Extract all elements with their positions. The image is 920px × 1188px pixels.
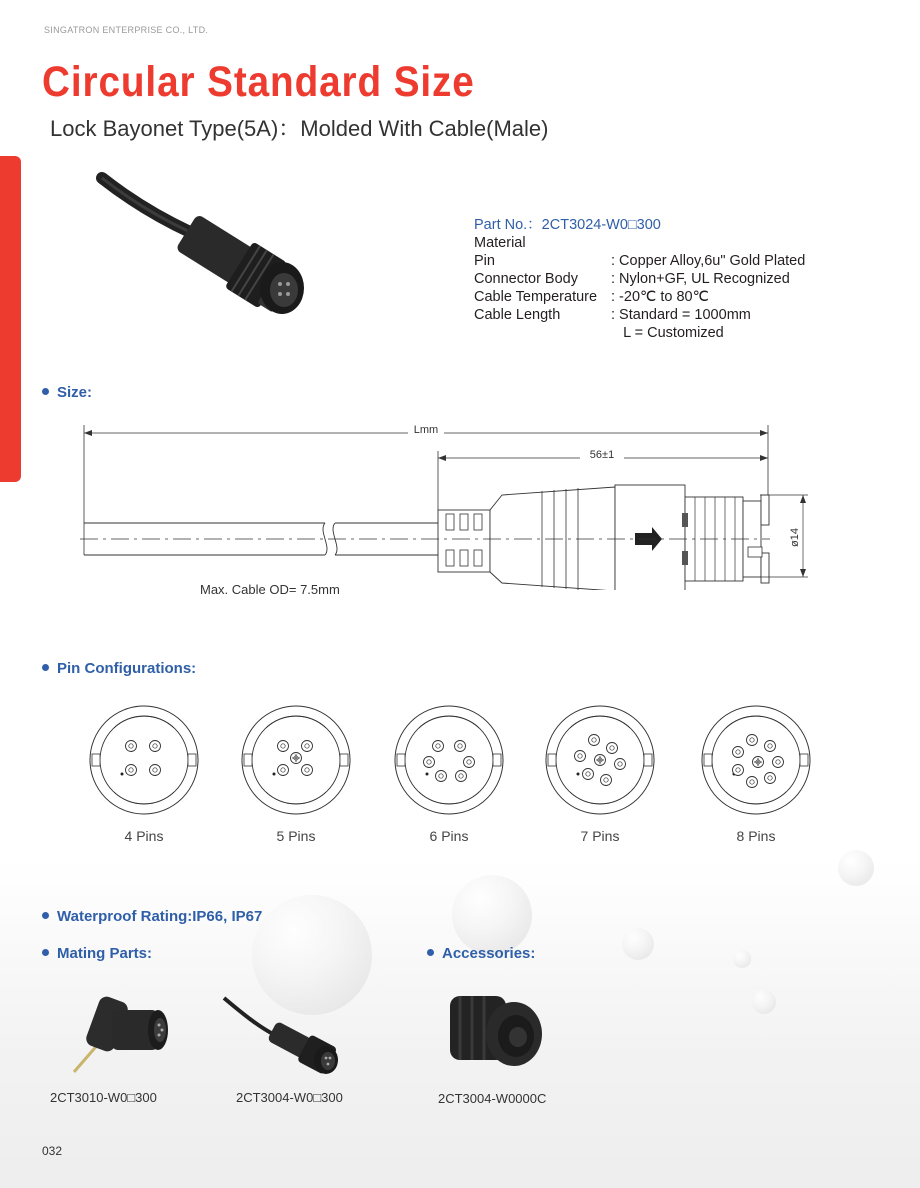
pin-face-7 <box>542 702 658 818</box>
bullet-icon <box>42 664 49 671</box>
pin-contact <box>733 765 744 776</box>
spec-row <box>474 288 805 306</box>
face-key-right <box>340 754 348 766</box>
pin-contact <box>615 759 626 770</box>
spec-key: Cable Length <box>474 307 561 323</box>
pin-contact <box>278 765 289 776</box>
face-key-left <box>92 754 100 766</box>
pin-contact <box>575 751 586 762</box>
accessory-image-1 <box>432 982 552 1082</box>
spec-row <box>474 270 805 288</box>
dimension-drawing <box>70 415 830 590</box>
spec-row <box>474 306 805 324</box>
accessory-1-label: 2CT3004-W0000C <box>438 1091 547 1106</box>
section-mating-heading <box>42 945 152 962</box>
spec-key: Connector Body <box>474 271 578 287</box>
section-size-heading <box>42 384 92 401</box>
page-title: Circular Standard Size <box>42 58 475 106</box>
pin-contact <box>773 757 784 768</box>
pin-contact <box>126 765 137 776</box>
side-tab <box>0 156 21 482</box>
part-number: Part No.：2CT3024-W0□300 <box>474 217 661 233</box>
mating-part-image-1 <box>62 990 182 1080</box>
face-key-right <box>493 754 501 766</box>
spec-value: : Standard = 1000mm <box>611 307 751 323</box>
mating-part-2-label: 2CT3004-W0□300 <box>236 1090 343 1105</box>
mating-part-image-2 <box>218 992 348 1077</box>
accessories-label: Accessories: <box>442 945 536 962</box>
pin-contact <box>433 741 444 752</box>
pin-contact <box>455 741 466 752</box>
decor-bubble <box>452 875 532 955</box>
pin-contact <box>150 765 161 776</box>
pin-face-5 <box>238 702 354 818</box>
spec-value: : Nylon+GF, UL Recognized <box>611 271 790 287</box>
mating-label: Mating Parts: <box>57 945 153 962</box>
face-marker-dot <box>273 773 276 776</box>
pin-contact <box>747 735 758 746</box>
face-key-left <box>244 754 252 766</box>
decor-bubble <box>622 928 654 960</box>
face-marker-dot <box>121 773 124 776</box>
pin-contact <box>765 741 776 752</box>
decor-bubble <box>838 850 874 886</box>
bullet-icon <box>42 912 49 919</box>
pin-contact <box>126 741 137 752</box>
pin-contact <box>150 741 161 752</box>
decor-bubble <box>733 950 751 968</box>
dim-total-length: Lmm <box>413 424 439 436</box>
face-outer-ring <box>90 706 198 814</box>
dim-diameter: ø14 <box>789 528 801 547</box>
face-key-right <box>644 754 652 766</box>
bullet-icon <box>42 388 49 395</box>
material-label: Material <box>474 235 526 251</box>
product-connector-image <box>90 170 320 320</box>
face-key-left <box>397 754 405 766</box>
section-pins-label: Pin Configurations: <box>57 660 197 677</box>
section-size-label: Size: <box>57 384 93 401</box>
pin-label: 8 Pins <box>736 828 776 844</box>
page-number: 032 <box>42 1144 63 1158</box>
face-key-left <box>704 754 712 766</box>
pin-face-4 <box>86 702 202 818</box>
cable-od-note: Max. Cable OD= 7.5mm <box>200 582 340 597</box>
spec-value: : -20℃ to 80℃ <box>611 289 709 305</box>
pin-face-8 <box>698 702 814 818</box>
pin-contact <box>278 741 289 752</box>
pin-contact <box>436 771 447 782</box>
section-pins-heading <box>42 660 196 677</box>
spec-key <box>474 324 611 342</box>
pin-contact <box>302 765 313 776</box>
company-name: SINGATRON ENTERPRISE CO., LTD. <box>44 25 209 35</box>
face-outer-ring <box>395 706 503 814</box>
pin-contact <box>747 777 758 788</box>
pin-contact <box>601 775 612 786</box>
pin-face-6 <box>391 702 507 818</box>
waterproof-rating <box>42 908 262 925</box>
face-key-right <box>188 754 196 766</box>
spec-block <box>474 216 805 342</box>
face-marker-dot <box>426 773 429 776</box>
dim-connector-length: 56±1 <box>589 449 615 461</box>
bullet-icon <box>427 949 434 956</box>
pin-label: 5 Pins <box>276 828 316 844</box>
spec-row <box>474 252 805 270</box>
pin-label: 4 Pins <box>124 828 164 844</box>
face-key-left <box>548 754 556 766</box>
pin-label: 7 Pins <box>580 828 620 844</box>
mating-part-1-label: 2CT3010-W0□300 <box>50 1090 157 1105</box>
pin-contact <box>589 735 600 746</box>
page-subtitle: Lock Bayonet Type(5A)：Molded With Cable(Male) <box>50 116 549 141</box>
pin-contact <box>765 773 776 784</box>
pin-contact <box>302 741 313 752</box>
face-marker-dot <box>577 773 580 776</box>
decor-bubble <box>752 990 776 1014</box>
section-accessories-heading <box>427 945 535 962</box>
face-key-right <box>800 754 808 766</box>
pin-contact <box>464 757 475 768</box>
pin-contact <box>607 743 618 754</box>
pin-contact <box>733 747 744 758</box>
spec-key: Cable Temperature <box>474 289 598 305</box>
pin-contact <box>583 769 594 780</box>
waterproof-label: Waterproof Rating:IP66, IP67 <box>57 908 263 925</box>
pin-label: 6 Pins <box>429 828 469 844</box>
pin-contact <box>424 757 435 768</box>
bullet-icon <box>42 949 49 956</box>
spec-row <box>474 324 805 342</box>
spec-value: : Copper Alloy,6u" Gold Plated <box>611 253 806 269</box>
spec-value: L = Customized <box>611 325 724 341</box>
pin-contact <box>456 771 467 782</box>
spec-key: Pin <box>474 253 495 269</box>
